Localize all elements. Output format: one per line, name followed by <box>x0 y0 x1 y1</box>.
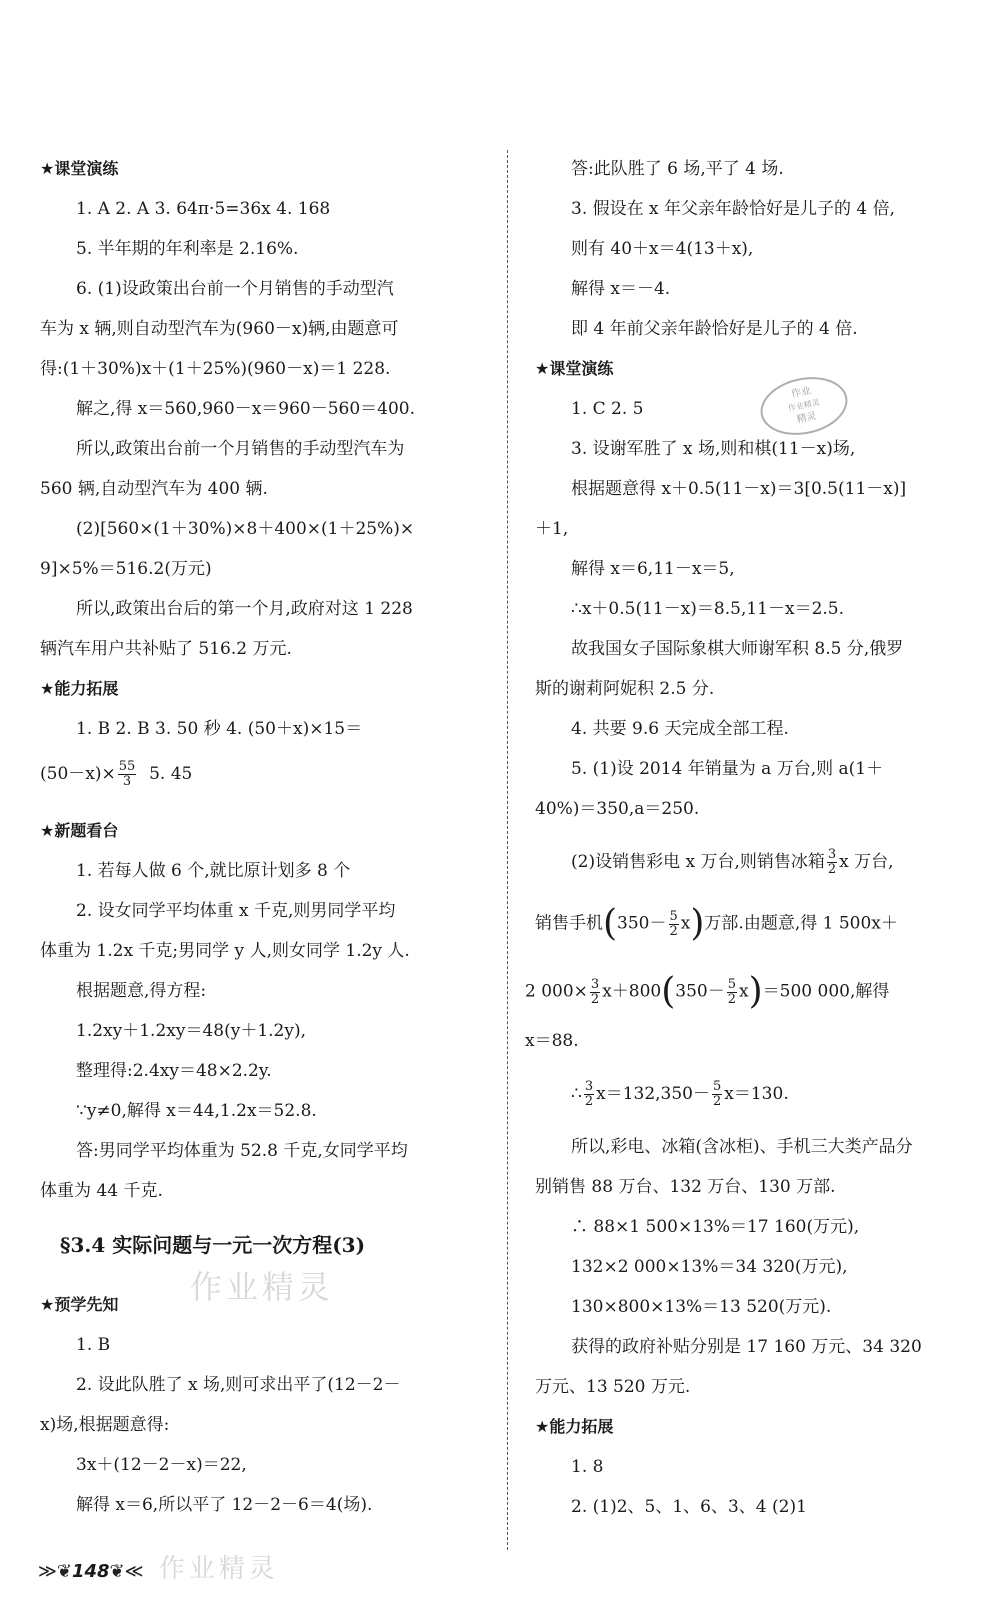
answer-line: 所以,政策出台后的第一个月,政府对这 1 228 <box>76 599 413 619</box>
text: x 万台, <box>839 852 894 872</box>
answer-line: 9]×5%＝516.2(万元) <box>40 559 212 579</box>
answer-line: 130×800×13%＝13 520(万元). <box>571 1297 832 1317</box>
ornament-right-icon: ❦≪ <box>109 1561 144 1582</box>
denominator: 2 <box>584 1094 594 1109</box>
answer-line: x＝88. <box>525 1031 579 1051</box>
heading-new-questions: ★新题看台 <box>40 821 119 840</box>
heading-classroom-practice: ★课堂演练 <box>535 359 614 378</box>
text: ∴ <box>571 1084 582 1104</box>
numerator: 3 <box>827 847 837 862</box>
answer-line: ∴ 88×1 500×13%＝17 160(万元), <box>571 1217 860 1237</box>
answer-line: 即 4 年前父亲年龄恰好是儿子的 4 倍. <box>571 319 858 339</box>
text: 2 000× <box>525 981 588 1002</box>
answer-line: 1.2xy＋1.2xy＝48(y＋1.2y), <box>76 1021 306 1041</box>
answer-line: ∵y≠0,解得 x＝44,1.2x＝52.8. <box>76 1101 317 1121</box>
section-title: §3.4 实际问题与一元一次方程(3) <box>60 1233 366 1257</box>
stamp-seal <box>755 369 853 442</box>
fraction <box>584 1080 594 1109</box>
answer-line: 则有 40＋x＝4(13＋x), <box>571 239 754 259</box>
column-divider <box>507 150 508 1550</box>
stamp-line: 精灵 <box>795 410 818 426</box>
left-paren: ( <box>603 903 618 944</box>
numerator: 5 <box>727 976 737 992</box>
ornament-left-icon: ≫❦ <box>38 1561 72 1582</box>
answer-line: 1. A 2. A 3. 64π·5=36x 4. 168 <box>76 199 331 219</box>
heading-ability-extension: ★能力拓展 <box>40 679 119 698</box>
denominator: 2 <box>669 923 678 939</box>
answer-line: 1. B <box>76 1335 111 1355</box>
answer-line: 整理得:2.4xy＝48×2.2y. <box>76 1061 272 1081</box>
answer-line: 别销售 88 万台、132 万台、130 万部. <box>535 1177 836 1197</box>
right-paren: ) <box>748 971 763 1012</box>
answer-line: 获得的政府补贴分别是 17 160 万元、34 320 <box>571 1337 922 1357</box>
answer-line: 得:(1＋30%)x＋(1＋25%)(960－x)＝1 228. <box>40 359 391 379</box>
answer-line: 答:男同学平均体重为 52.8 千克,女同学平均 <box>76 1141 408 1161</box>
answer-line: 答:此队胜了 6 场,平了 4 场. <box>571 159 784 179</box>
page-number: 148 <box>71 1561 110 1582</box>
watermark: 作业精灵 <box>190 1268 335 1306</box>
answer-line: 1. 若每人做 6 个,就比原计划多 8 个 <box>76 861 351 881</box>
answer-line: 根据题意,得方程: <box>76 981 207 1001</box>
text: (50－x)× <box>40 764 116 784</box>
answer-line: 560 辆,自动型汽车为 400 辆. <box>40 479 268 499</box>
answer-line: 3. 假设在 x 年父亲年龄恰好是儿子的 4 倍, <box>571 199 896 219</box>
text: x <box>739 981 749 1002</box>
answer-line: 根据题意得 x＋0.5(11－x)＝3[0.5(11－x)] <box>571 479 907 499</box>
text: x＝130. <box>724 1084 789 1104</box>
denominator: 2 <box>727 991 737 1007</box>
heading-ability-extension: ★能力拓展 <box>535 1417 614 1436</box>
answer-line: 132×2 000×13%＝34 320(万元), <box>571 1257 848 1277</box>
numerator: 3 <box>584 1079 594 1094</box>
numerator: 55 <box>118 759 136 774</box>
answer-line: 1. 8 <box>571 1457 604 1477</box>
answer-line-fraction <box>535 903 898 944</box>
footer-watermark: 作业精灵 <box>158 1554 279 1584</box>
answer-line: 5. (1)设 2014 年销量为 a 万台,则 a(1＋ <box>571 759 884 779</box>
answer-line: 体重为 44 千克. <box>40 1181 163 1201</box>
answer-line: 解得 x＝6,所以平了 12－2－6＝4(场). <box>76 1495 373 1515</box>
answer-line: 车为 x 辆,则自动型汽车为(960－x)辆,由题意可 <box>40 319 399 339</box>
text: x＝132,350－ <box>596 1084 710 1104</box>
answer-line: 6. (1)设政策出台前一个月销售的手动型汽 <box>76 279 394 299</box>
text: ＝500 000,解得 <box>762 981 890 1002</box>
numerator: 3 <box>590 976 600 992</box>
fraction <box>118 760 137 789</box>
fraction <box>590 978 600 1007</box>
stamp-line: 作业 <box>790 385 813 401</box>
heading-classroom-practice: ★课堂演练 <box>40 159 119 178</box>
text: 350－ <box>617 913 667 934</box>
fraction <box>827 848 837 877</box>
answer-line: ∴x＋0.5(11－x)＝8.5,11－x＝2.5. <box>571 599 845 619</box>
text: 350－ <box>675 981 725 1002</box>
text: x＋800 <box>602 981 662 1002</box>
answer-line: 解得 x＝－4. <box>571 279 671 299</box>
fraction <box>712 1080 722 1109</box>
text: (2)设销售彩电 x 万台,则销售冰箱 <box>571 852 825 872</box>
answer-line: 2. 设女同学平均体重 x 千克,则男同学平均 <box>76 901 396 921</box>
numerator: 5 <box>713 1079 722 1094</box>
answer-line: 万元、13 520 万元. <box>535 1377 691 1397</box>
answer-line: x)场,根据题意得: <box>40 1415 170 1435</box>
answer-line: 故我国女子国际象棋大师谢军积 8.5 分,俄罗 <box>571 639 904 659</box>
answer-line-fraction <box>525 971 890 1012</box>
text: 销售手机 <box>535 913 603 934</box>
left-paren: ( <box>661 971 676 1012</box>
fraction <box>669 910 679 939</box>
denominator: 2 <box>713 1094 722 1109</box>
stamp-line: 作业精灵 <box>787 397 821 414</box>
answer-line: 3x＋(12－2－x)＝22, <box>76 1455 247 1475</box>
answer-line: 1. B 2. B 3. 50 秒 4. (50＋x)×15＝ <box>76 719 363 739</box>
answer-line-fraction <box>40 760 192 789</box>
denominator: 2 <box>827 862 837 877</box>
heading-preview: ★预学先知 <box>40 1295 119 1314</box>
numerator: 5 <box>669 908 678 924</box>
answer-line: 所以,彩电、冰箱(含冰柜)、手机三大类产品分 <box>571 1137 913 1157</box>
answer-line: 2. 设此队胜了 x 场,则可求出平了(12－2－ <box>76 1375 401 1395</box>
page-footer <box>38 1548 279 1585</box>
answer-line: 4. 共要 9.6 天完成全部工程. <box>571 719 789 739</box>
answer-line-fraction <box>535 848 894 877</box>
answer-line: 体重为 1.2x 千克;男同学 y 人,则女同学 1.2y 人. <box>40 941 410 961</box>
answer-line-fraction <box>535 1080 789 1109</box>
answer-line: 解之,得 x＝560,960－x＝960－560＝400. <box>76 399 416 419</box>
answer-line: 斯的谢莉阿妮积 2.5 分. <box>535 679 715 699</box>
answer-line: 2. (1)2、5、1、6、3、4 (2)1 <box>571 1497 807 1517</box>
text: x <box>680 913 691 934</box>
denominator: 3 <box>122 774 132 789</box>
answer-line: 40%)＝350,a＝250. <box>535 799 700 819</box>
answer-line: 3. 设谢军胜了 x 场,则和棋(11－x)场, <box>571 439 856 459</box>
fraction <box>727 978 737 1007</box>
answer-line: 所以,政策出台前一个月销售的手动型汽车为 <box>76 439 405 459</box>
denominator: 2 <box>590 991 600 1007</box>
text: 5. 45 <box>149 764 193 784</box>
answer-line: (2)[560×(1＋30%)×8＋400×(1＋25%)× <box>76 519 415 539</box>
right-paren: ) <box>690 903 705 944</box>
answer-line: 辆汽车用户共补贴了 516.2 万元. <box>40 639 292 659</box>
answer-line: 1. C 2. 5 <box>571 399 644 419</box>
answer-line: 5. 半年期的年利率是 2.16%. <box>76 239 299 259</box>
text: 万部.由题意,得 1 500x＋ <box>704 913 898 934</box>
answer-line: ＋1, <box>535 519 569 539</box>
answer-line: 解得 x＝6,11－x＝5, <box>571 559 735 579</box>
